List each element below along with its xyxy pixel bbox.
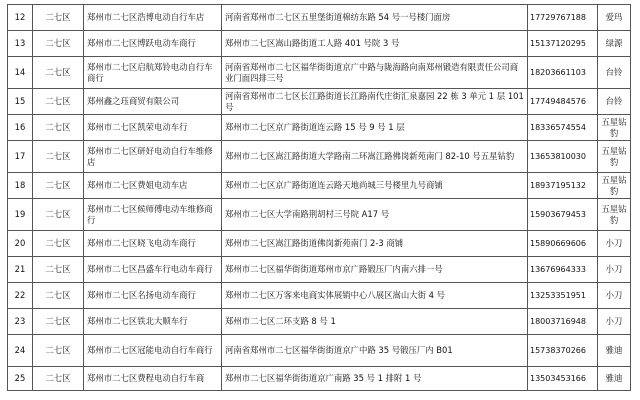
address-cell: 郑州市二七区嵩江路街道大学路南二环嵩江路佛岗新苑南门 82-10 号五星钻豹	[222, 141, 528, 173]
business-name-cell: 郑州市二七区费程电动自行车商	[84, 367, 222, 391]
brand-cell: 雅迪	[598, 367, 631, 391]
table-row	[8, 115, 631, 141]
district-cell: 二七区	[33, 231, 84, 257]
phone-cell: 13653810030	[528, 141, 598, 173]
district-cell: 二七区	[33, 335, 84, 367]
business-name-cell: 郑州市二七区冠能电动自行车商行	[84, 335, 222, 367]
brand-cell: 五星钻豹	[598, 115, 631, 141]
row-number-cell: 18	[8, 173, 33, 199]
brand-cell: 台铃	[598, 89, 631, 115]
phone-cell: 15738370266	[528, 335, 598, 367]
brand-cell: 爱玛	[598, 5, 631, 31]
address-cell: 郑州市二七区大学南路荆胡村三号院 A17 号	[222, 199, 528, 231]
business-name-cell: 郑州市二七区候师傅电动车维修商行	[84, 199, 222, 231]
business-name-cell: 郑州市二七区启航郑铃电动自行车商行	[84, 57, 222, 89]
address-cell: 郑州市二七区二环支路 8 号 1	[222, 309, 528, 335]
business-name-cell: 郑州市二七区铁北大顺车行	[84, 309, 222, 335]
brand-cell: 五星钻豹	[598, 141, 631, 173]
district-cell: 二七区	[33, 283, 84, 309]
row-number-cell: 15	[8, 89, 33, 115]
business-name-cell: 郑州鑫之珏商贸有限公司	[84, 89, 222, 115]
phone-cell: 17749484576	[528, 89, 598, 115]
table-row	[8, 57, 631, 89]
phone-cell: 18336574554	[528, 115, 598, 141]
address-cell: 郑州市二七区京广路街道连云路天地尚城三号楼里九号商铺	[222, 173, 528, 199]
phone-cell: 13253351951	[528, 283, 598, 309]
business-name-cell: 郑州市二七区费姐电动车店	[84, 173, 222, 199]
district-cell: 二七区	[33, 367, 84, 391]
district-cell: 二七区	[33, 309, 84, 335]
table-row	[8, 141, 631, 173]
address-cell: 郑州市二七区万客来电商实体展销中心八展区嵩山大街 4 号	[222, 283, 528, 309]
row-number-cell: 22	[8, 283, 33, 309]
district-cell: 二七区	[33, 173, 84, 199]
table-row	[8, 5, 631, 31]
business-name-cell: 郑州市二七区名扬电动车商行	[84, 283, 222, 309]
brand-cell: 小刀	[598, 309, 631, 335]
address-cell: 郑州市二七区嵩江路街道佛岗新苑南门 2-3 商铺	[222, 231, 528, 257]
business-name-cell: 郑州市二七区浩博电动自行车店	[84, 5, 222, 31]
row-number-cell: 16	[8, 115, 33, 141]
brand-cell: 小刀	[598, 231, 631, 257]
phone-cell: 18203661103	[528, 57, 598, 89]
business-name-cell: 郑州市二七区研好电动自行车维修店	[84, 141, 222, 173]
phone-cell: 15903679453	[528, 199, 598, 231]
table-row	[8, 283, 631, 309]
row-number-cell: 12	[8, 5, 33, 31]
table-body	[8, 5, 631, 391]
row-number-cell: 19	[8, 199, 33, 231]
table-row	[8, 257, 631, 283]
table-row	[8, 31, 631, 57]
business-name-cell: 郑州市二七区昌盛车行电动车商行	[84, 257, 222, 283]
business-name-cell: 郑州市二七区凯荣电动车行	[84, 115, 222, 141]
address-cell: 河南省郑州市二七区五里堡街道棉纺东路 54 号一号楼门面房	[222, 5, 528, 31]
brand-cell: 雅迪	[598, 335, 631, 367]
table-row	[8, 231, 631, 257]
brand-cell: 五星钻豹	[598, 199, 631, 231]
brand-cell: 绿源	[598, 31, 631, 57]
address-cell: 郑州市二七区嵩山路街道工人路 401 号院 3 号	[222, 31, 528, 57]
phone-cell: 17729767188	[528, 5, 598, 31]
brand-cell: 五星钻豹	[598, 173, 631, 199]
district-cell: 二七区	[33, 257, 84, 283]
phone-cell: 13503453166	[528, 367, 598, 391]
address-cell: 河南省郑州市二七区长江路街道长江路南代庄街汇泉嘉园 22 栋 3 单元 1 层 101 号	[222, 89, 528, 115]
phone-cell: 18937195132	[528, 173, 598, 199]
row-number-cell: 24	[8, 335, 33, 367]
table-row	[8, 199, 631, 231]
address-cell: 郑州市二七区福华街街道京广南路 35 号 1 排附 1 号	[222, 367, 528, 391]
business-name-cell: 郑州市二七区晓飞电动车商行	[84, 231, 222, 257]
address-cell: 郑州市二七区福华街街道郑州市京广路锻压厂内南六排一号	[222, 257, 528, 283]
address-cell: 河南省郑州市二七区福华街街道京广中路 35 号锻压厂内 B01	[222, 335, 528, 367]
table-row	[8, 367, 631, 391]
address-cell: 郑州市二七区京广路街道连云路 15 号 9 号 1 层	[222, 115, 528, 141]
table-row	[8, 89, 631, 115]
business-name-cell: 郑州市二七区博跃电动车商行	[84, 31, 222, 57]
row-number-cell: 21	[8, 257, 33, 283]
table-row	[8, 335, 631, 367]
district-cell: 二七区	[33, 115, 84, 141]
table-row	[8, 309, 631, 335]
row-number-cell: 13	[8, 31, 33, 57]
brand-cell: 小刀	[598, 283, 631, 309]
district-cell: 二七区	[33, 199, 84, 231]
row-number-cell: 14	[8, 57, 33, 89]
row-number-cell: 25	[8, 367, 33, 391]
phone-cell: 15890669606	[528, 231, 598, 257]
address-cell: 河南省郑州市二七区福华街街道京广中路与陇海路向南郑州锻造有限责任公司商业门面四排三号	[222, 57, 528, 89]
row-number-cell: 23	[8, 309, 33, 335]
phone-cell: 15137120295	[528, 31, 598, 57]
district-cell: 二七区	[33, 141, 84, 173]
district-cell: 二七区	[33, 31, 84, 57]
table-row	[8, 173, 631, 199]
phone-cell: 18003716948	[528, 309, 598, 335]
dealer-table	[7, 4, 631, 391]
district-cell: 二七区	[33, 89, 84, 115]
district-cell: 二七区	[33, 57, 84, 89]
brand-cell: 台铃	[598, 57, 631, 89]
row-number-cell: 17	[8, 141, 33, 173]
row-number-cell: 20	[8, 231, 33, 257]
brand-cell: 小刀	[598, 257, 631, 283]
district-cell: 二七区	[33, 5, 84, 31]
phone-cell: 13676964333	[528, 257, 598, 283]
